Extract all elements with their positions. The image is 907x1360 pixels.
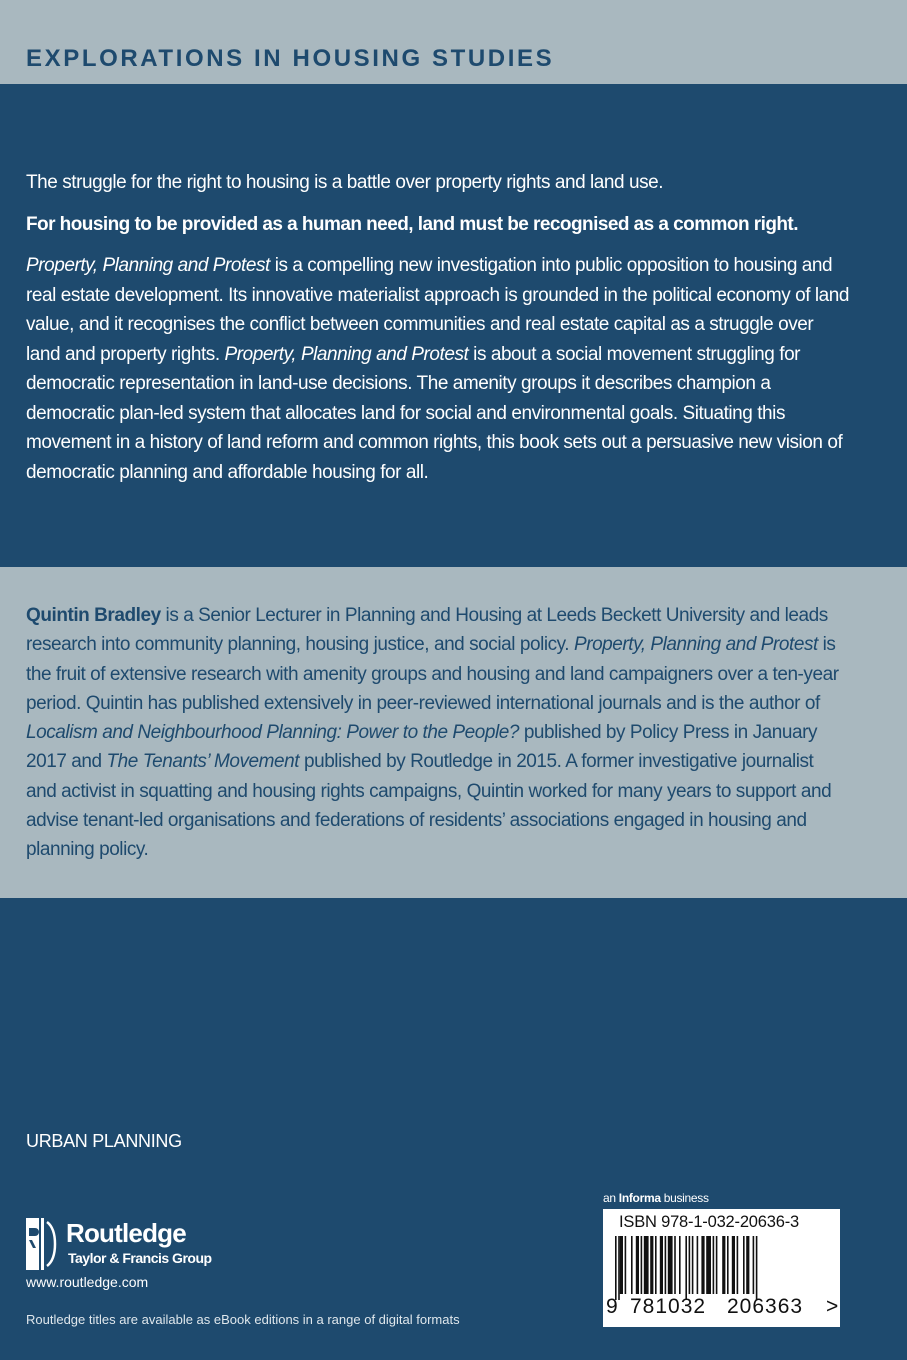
blurb-description	[26, 251, 851, 487]
author-name: Quintin Bradley	[26, 605, 161, 626]
barcode-bar	[706, 1236, 711, 1294]
subject-category: URBAN PLANNING	[26, 1131, 182, 1151]
publisher-group: Taylor & Francis Group	[68, 1250, 212, 1266]
informa-business-label	[603, 1191, 709, 1205]
barcode-bar	[644, 1236, 649, 1294]
blurb-text-part1: is a compelling new investigation into public opposition to housing and real estate development. Its innovative materialist approach is grounded in the political economy of land value, and it recognises the conflict between communities and real estate capital as a struggle over land and property rights.	[26, 255, 850, 365]
barcode-bar	[753, 1236, 755, 1294]
barcode-bar	[697, 1236, 699, 1294]
barcode-bar	[727, 1236, 729, 1294]
barcode-bar	[685, 1236, 687, 1300]
barcode-bar	[737, 1236, 739, 1294]
barcode-bar	[641, 1236, 643, 1294]
barcode-bar	[732, 1236, 735, 1294]
barcode-bar	[615, 1236, 617, 1300]
barcode-digit-first: 9	[606, 1295, 618, 1318]
author-book2-title: Localism and Neighbourhood Planning: Power to the People?	[26, 722, 519, 744]
routledge-logo-icon	[26, 1218, 58, 1270]
informa-brand: Informa	[618, 1191, 661, 1205]
isbn-number: ISBN 978-1-032-20636-3	[619, 1213, 799, 1231]
author-bio	[26, 601, 846, 865]
barcode-digits	[603, 1295, 840, 1325]
author-book-title: Property, Planning and Protest	[573, 634, 818, 656]
barcode-bar	[689, 1236, 691, 1294]
barcode-bars	[615, 1236, 825, 1300]
author-bio-part2: is the fruit of extensive research with amenity groups and housing and land campaigners over a ten-year period. Quintin has published extensively in peer-reviewed international journals and is the author of	[26, 634, 839, 714]
book-title-repeat: Property, Planning and Protest	[224, 343, 469, 365]
barcode-bar	[620, 1236, 623, 1294]
blurb-text-part2: is about a social movement struggling for democratic representation in land-use decisions. The amenity groups it describes champion a democratic plan-led system that allocates land for social and environmental goals. Situating this movement in a history of land reform and common rights, this book sets out a persuasive new vision of democratic planning and affordable housing for all.	[26, 343, 843, 483]
publisher-website: www.routledge.com	[26, 1274, 149, 1290]
informa-prefix: an	[603, 1191, 619, 1205]
barcode-bar	[743, 1236, 745, 1294]
barcode-bar	[716, 1236, 718, 1294]
barcode-bar	[655, 1236, 657, 1294]
blurb-lead-bold: For housing to be provided as a human need, land must be recognised as a common right.	[26, 213, 798, 235]
author-book3-title: The Tenants’ Movement	[106, 751, 300, 773]
barcode-bar	[665, 1236, 667, 1294]
barcode-bar	[756, 1236, 758, 1300]
back-cover-blurb	[26, 168, 851, 499]
barcode-bar	[674, 1236, 676, 1294]
publisher-name: Routledge	[66, 1218, 186, 1248]
barcode-bar	[746, 1236, 749, 1294]
barcode-bar	[618, 1236, 620, 1300]
barcode-bar	[650, 1236, 653, 1294]
book-title: Property, Planning and Protest	[26, 255, 270, 276]
barcode-bar	[636, 1236, 639, 1294]
barcode-bar	[625, 1236, 627, 1294]
series-title: EXPLORATIONS IN HOUSING STUDIES	[26, 45, 555, 72]
informa-suffix: business	[660, 1191, 709, 1205]
barcode-bar	[692, 1236, 694, 1294]
blurb-lead: The struggle for the right to housing is a battle over property rights and land use.	[26, 172, 664, 193]
barcode-bar	[668, 1236, 673, 1294]
barcode-digits-right: 206363	[727, 1295, 804, 1318]
author-bio-part4: published by Routledge in 2015. A former investigative journalist and activist in squatting and housing rights campaigns, Quintin worked for many years to support and advise tenant-led organisations and federations of residents’ associations engaged in housing and planning policy.	[26, 751, 832, 861]
author-bio-part1: is a Senior Lecturer in Planning and Housing at Leeds Beckett University and leads research into community planning, housing justice, and social policy.	[26, 605, 828, 656]
barcode-arrow: >	[826, 1295, 839, 1318]
author-bio-part3: published by Policy Press in January 2017 and	[26, 722, 818, 773]
barcode-digits-left: 781032	[630, 1295, 707, 1318]
barcode-bar	[701, 1236, 704, 1294]
barcode-bar	[679, 1236, 681, 1294]
barcode-bar	[722, 1236, 725, 1294]
barcode-bar	[631, 1236, 633, 1294]
ebook-note: Routledge titles are available as eBook editions in a range of digital formats	[26, 1312, 460, 1327]
barcode-bar	[713, 1236, 715, 1294]
barcode-bar	[660, 1236, 663, 1294]
isbn-barcode	[603, 1209, 840, 1327]
